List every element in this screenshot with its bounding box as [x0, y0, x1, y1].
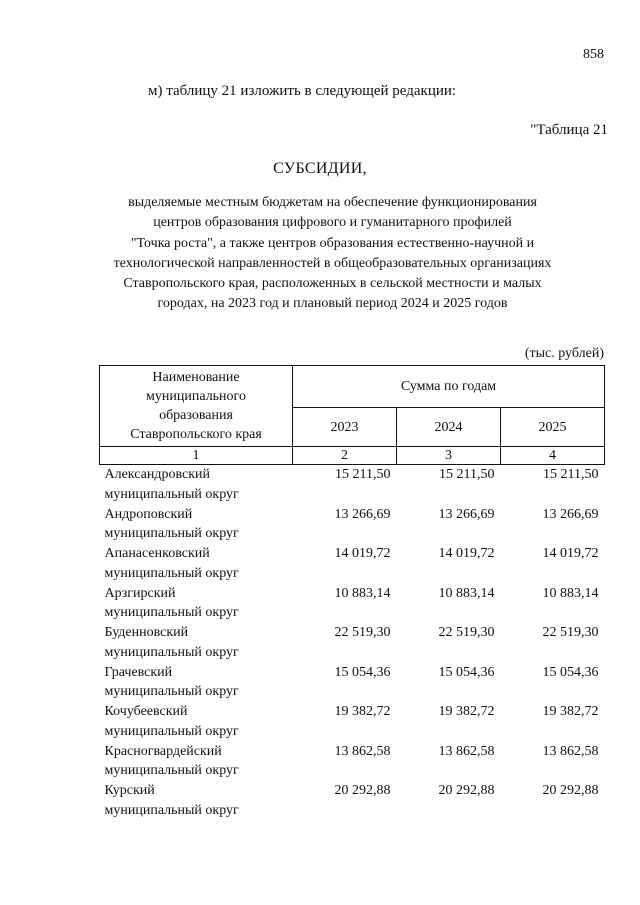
name-line: муниципальный округ	[104, 684, 239, 699]
name-line: Александровский	[104, 467, 211, 482]
value-2025: 13 862,58	[542, 743, 599, 759]
value-2024: 19 382,72	[438, 704, 495, 719]
value-2025: 13 266,69	[542, 506, 599, 522]
header-year: 2023	[293, 408, 397, 447]
table-row	[100, 623, 605, 663]
subtitle-line: "Точка роста", а также центров образования естественно-научной и	[130, 235, 535, 251]
name-line: муниципальный округ	[104, 565, 239, 581]
value-2024: 10 883,14	[438, 585, 495, 601]
municipality-name	[100, 505, 293, 545]
municipality-name	[100, 584, 293, 624]
subtitle-line: городах, на 2023 год и плановый период 2024 и 2025 годов	[157, 296, 508, 312]
intro-text: м) таблицу 21 изложить в следующей редакции:	[148, 83, 457, 99]
value-2023: 19 382,72	[334, 704, 391, 719]
header-year: 2024	[397, 408, 501, 447]
name-line: муниципальный округ	[104, 526, 239, 541]
column-number: 1	[100, 447, 293, 465]
name-line: муниципальный округ	[104, 644, 239, 660]
table-row	[100, 584, 605, 624]
value-2023: 13 862,58	[334, 743, 391, 759]
name-line: муниципальный округ	[104, 605, 239, 620]
value-2023: 13 266,69	[334, 506, 391, 522]
header-municipality	[100, 366, 293, 447]
value-2024: 13 862,58	[438, 743, 495, 759]
name-line: муниципальный округ	[104, 723, 239, 739]
name-line: Андроповский	[104, 506, 193, 522]
municipality-name	[100, 781, 293, 821]
document-subtitle	[95, 193, 570, 315]
value-2023: 15 054,36	[334, 664, 391, 680]
document-title: СУБСИДИИ,	[273, 160, 367, 177]
table-row	[100, 663, 605, 703]
header-name-line: муниципального	[146, 389, 246, 404]
municipality-name	[100, 702, 293, 742]
subtitle-line: технологической направленностей в общеобразовательных организациях	[113, 255, 552, 271]
value-2024: 15 211,50	[439, 467, 495, 482]
value-2023: 22 519,30	[334, 625, 391, 640]
name-line: Курский	[104, 783, 155, 798]
value-2025: 10 883,14	[542, 585, 599, 601]
value-2024: 20 292,88	[438, 783, 495, 798]
subtitle-line: центров образования цифрового и гуманитарного профилей	[153, 215, 512, 231]
header-name-line: образования	[159, 408, 233, 423]
table-row	[100, 544, 605, 584]
value-2023: 14 019,72	[334, 546, 391, 561]
units-label: (тыс. рублей)	[524, 346, 604, 361]
value-2025: 22 519,30	[542, 625, 599, 640]
name-line: Арзгирский	[104, 585, 176, 601]
municipality-name	[100, 742, 293, 782]
value-2023: 20 292,88	[334, 783, 391, 798]
municipality-name	[100, 663, 293, 703]
name-line: Апанасенковский	[104, 546, 210, 561]
value-2025: 20 292,88	[542, 783, 599, 798]
subtitle-line: Ставропольского края, расположенных в сельской местности и малых	[123, 276, 542, 292]
page-number: 858	[583, 47, 604, 62]
value-2025: 14 019,72	[542, 546, 599, 561]
municipality-name	[100, 544, 293, 584]
subsidies-table	[99, 365, 605, 821]
column-number: 3	[397, 447, 501, 465]
subtitle-line: выделяемые местным бюджетам на обеспечение функционирования	[128, 195, 537, 210]
table-row	[100, 505, 605, 545]
table-reference: "Таблица 21	[530, 122, 608, 138]
name-line: муниципальный округ	[104, 486, 239, 502]
value-2024: 13 266,69	[438, 506, 495, 522]
header-year: 2025	[501, 408, 605, 447]
table-row	[100, 781, 605, 821]
name-line: муниципальный округ	[104, 763, 239, 778]
header-name-line: Ставропольского края	[130, 427, 262, 442]
municipality-name	[100, 623, 293, 663]
column-number: 2	[293, 447, 397, 465]
value-2023: 10 883,14	[334, 585, 391, 601]
value-2025: 15 211,50	[543, 467, 599, 482]
table-row	[100, 702, 605, 742]
table-row	[100, 742, 605, 782]
name-line: Красногвардейский	[104, 743, 222, 759]
name-line: Буденновский	[104, 625, 189, 640]
value-2023: 15 211,50	[335, 467, 391, 482]
value-2024: 14 019,72	[438, 546, 495, 561]
header-name-line: Наименование	[152, 370, 240, 385]
value-2024: 22 519,30	[438, 625, 495, 640]
value-2024: 15 054,36	[438, 664, 495, 680]
name-line: муниципальный округ	[104, 802, 239, 818]
column-number: 4	[501, 447, 605, 465]
table-row	[100, 465, 605, 505]
header-sum-by-years: Сумма по годам	[293, 366, 605, 408]
name-line: Кочубеевский	[104, 704, 188, 719]
municipality-name	[100, 465, 293, 505]
value-2025: 15 054,36	[542, 664, 599, 680]
value-2025: 19 382,72	[542, 704, 599, 719]
name-line: Грачевский	[104, 664, 173, 680]
